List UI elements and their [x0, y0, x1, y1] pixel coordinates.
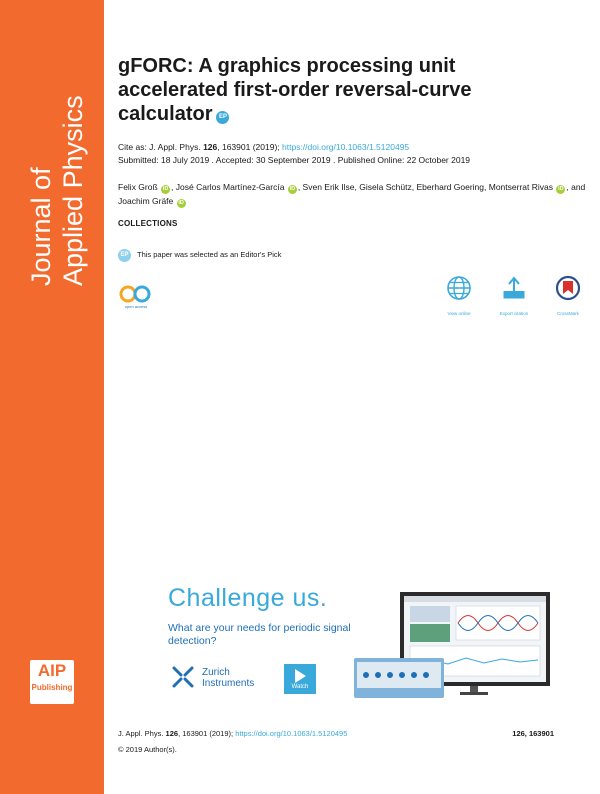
journal-name-line1: Journal of [26, 167, 56, 286]
author-name[interactable]: Montserrat Rivas [488, 182, 553, 192]
footer-cite-volume: 126 [165, 729, 179, 738]
monitor-stand [454, 686, 494, 696]
brand-line1: Zurich [202, 667, 230, 678]
aip-publishing-logo[interactable] [30, 660, 74, 704]
cover-page-main [118, 0, 588, 794]
cite-as-line [118, 142, 409, 153]
crossmark-button[interactable] [546, 275, 590, 316]
doi-link[interactable]: https://doi.org/10.1063/1.5120495 [282, 142, 410, 152]
aip-logo-text: AIP [37, 661, 67, 680]
collections-heading: COLLECTIONS [118, 219, 178, 228]
orcid-icon[interactable]: iD [558, 186, 564, 192]
lock-in-amplifier-device [354, 658, 444, 698]
article-title [118, 54, 538, 126]
ad-subtext: What are your needs for periodic signal detection? [168, 622, 351, 647]
publishing-logo-text: Publishing [31, 683, 73, 692]
editors-pick-text: This paper was selected as an Editor's Pick [137, 250, 282, 259]
editors-pick-note[interactable] [118, 248, 281, 262]
zurich-instruments-name [202, 667, 254, 689]
watch-button[interactable] [284, 664, 316, 694]
author-name[interactable]: Felix Groß [118, 182, 158, 192]
footer-doi-link[interactable]: https://doi.org/10.1063/1.5120495 [235, 729, 348, 738]
open-access-logo [118, 284, 158, 310]
author-separator: , [354, 182, 360, 192]
footer-citation [118, 729, 347, 739]
journal-name [20, 40, 90, 290]
editors-pick-icon[interactable]: EP [216, 111, 229, 124]
view-online-label: View online [447, 311, 471, 316]
cite-volume: 126 [203, 142, 218, 152]
author-name[interactable]: Sven Erik Ilse [302, 182, 355, 192]
export-icon [501, 275, 527, 301]
article-title-text: gFORC: A graphics processing unit accelerated first-order reversal-curve calculator [118, 55, 472, 125]
author-separator: , [411, 182, 417, 192]
watch-label: Watch [291, 684, 309, 690]
open-access-icon [118, 284, 158, 304]
publication-dates: Submitted: 18 July 2019 . Accepted: 30 September 2019 . Published Online: 22 October 2019 [118, 155, 471, 165]
journal-name-line2: Applied Physics [58, 95, 88, 286]
author-name[interactable]: Gisela Schütz [359, 182, 412, 192]
export-citation-label: Export citation [499, 311, 529, 316]
zurich-instruments-logo-icon [172, 666, 194, 688]
copyright-notice: © 2019 Author(s). [118, 745, 177, 754]
journal-name-vertical [20, 40, 90, 290]
brand-line2: Instruments [202, 678, 255, 689]
footer-cite-rest: , 163901 (2019); [178, 729, 234, 738]
globe-icon [446, 275, 472, 301]
orcid-icon[interactable]: iD [289, 186, 296, 192]
footer-cite-prefix: J. Appl. Phys. [118, 729, 164, 738]
export-citation-button[interactable] [492, 275, 536, 316]
play-icon [295, 669, 306, 683]
open-access-label: open access [124, 304, 148, 309]
author-separator: , [297, 182, 303, 192]
orcid-icon[interactable]: iD [178, 200, 184, 206]
author-separator: , [171, 182, 176, 192]
cite-prefix: Cite as: J. Appl. Phys. [118, 142, 201, 152]
author-separator: , [484, 182, 489, 192]
author-name[interactable]: Eberhard Goering [416, 182, 485, 192]
ad-headline: Challenge us. [168, 584, 328, 612]
author-name[interactable]: Joachim Gräfe [118, 196, 174, 206]
orcid-icon[interactable]: iD [162, 186, 169, 192]
author-name[interactable]: José Carlos Martínez-García [175, 182, 285, 192]
crossmark-label: CrossMark [557, 311, 579, 316]
zurich-instruments-ad[interactable] [164, 584, 584, 704]
journal-sidebar [0, 0, 104, 794]
author-separator: , and [566, 182, 586, 192]
cite-rest: , 163901 (2019); [217, 142, 280, 152]
view-online-button[interactable] [437, 275, 481, 316]
editors-pick-small-icon: EP [118, 249, 131, 262]
crossmark-icon [555, 275, 581, 301]
footer-page-reference: 126, 163901 [512, 729, 554, 738]
author-list [118, 180, 588, 208]
